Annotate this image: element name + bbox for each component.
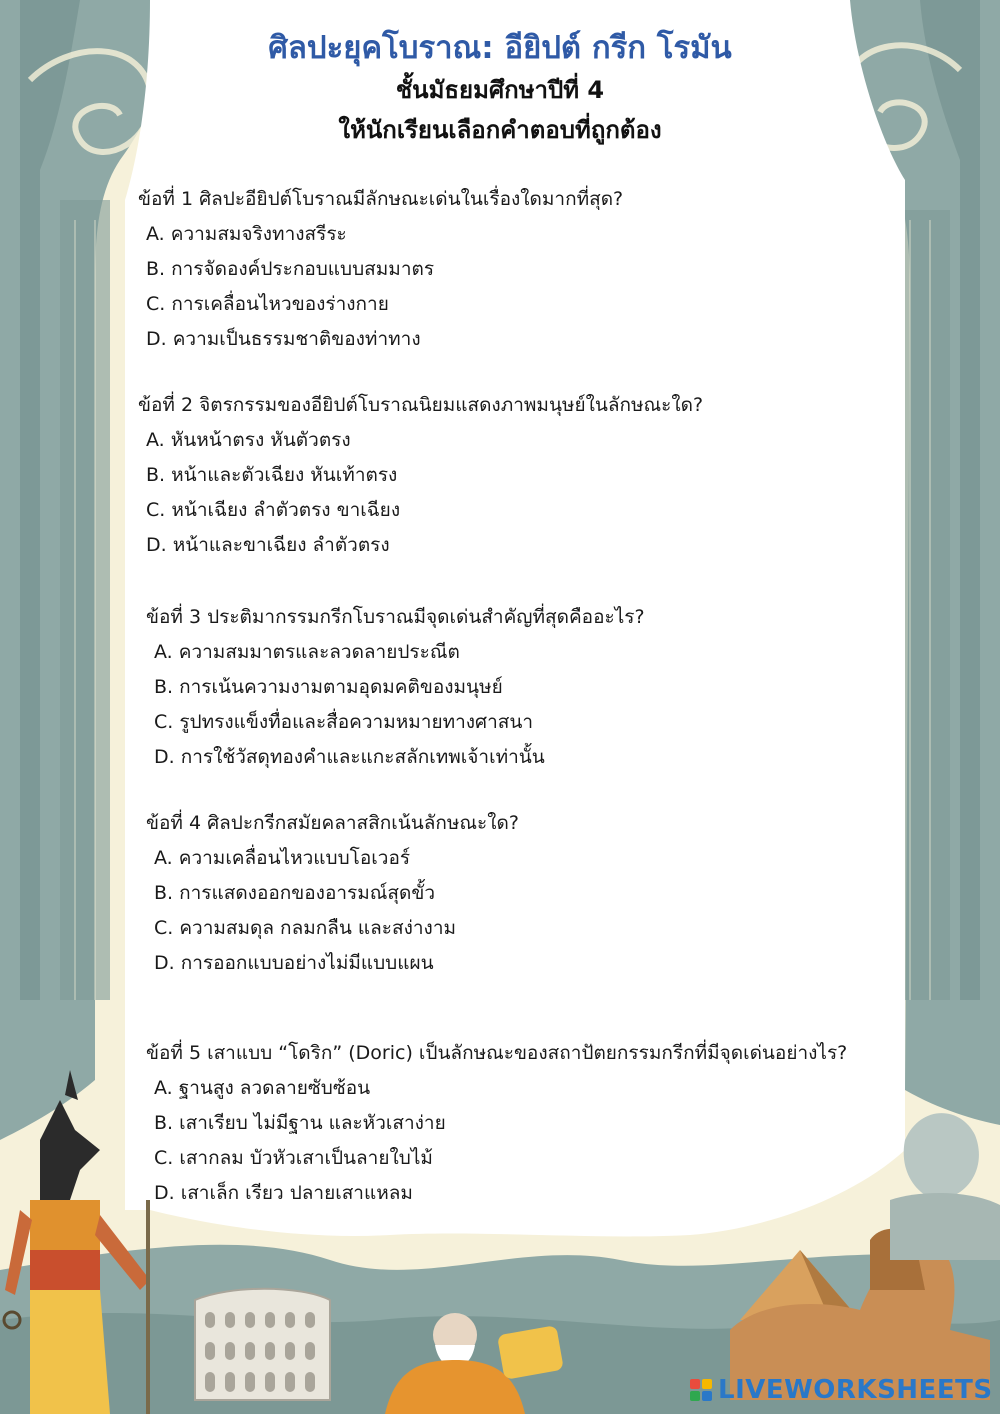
question-stem: ข้อที่ 3 ประติมากรรมกรีกโบราณมีจุดเด่นสำคัญที่สุดคืออะไร? [146, 606, 645, 628]
answer-option[interactable]: B. หน้าและตัวเฉียง หันเท้าตรง [146, 464, 398, 486]
answer-option[interactable]: C. เสากลม บัวหัวเสาเป็นลายใบไม้ [154, 1147, 433, 1169]
answer-option[interactable]: D. เสาเล็ก เรียว ปลายเสาแหลม [154, 1182, 413, 1204]
answer-option[interactable]: D. หน้าและขาเฉียง ลำตัวตรง [146, 534, 390, 556]
answer-option[interactable]: A. หันหน้าตรง หันตัวตรง [146, 429, 351, 451]
grade-level: ชั้นมัธยมศึกษาปีที่ 4 [395, 76, 605, 104]
worksheet-title: ศิลปะยุคโบราณ: อียิปต์ กรีก โรมัน [268, 30, 732, 66]
logo-square [702, 1391, 712, 1401]
answer-option[interactable]: A. ความสมจริงทางสรีระ [146, 223, 347, 245]
question-block [138, 181, 623, 357]
liveworksheets-logo-text: LIVEWORKSHEETS [718, 1375, 993, 1405]
liveworksheets-logo[interactable] [690, 1373, 993, 1407]
question-block [146, 1035, 847, 1211]
answer-option[interactable]: C. ความสมดุล กลมกลืน และสง่างาม [154, 917, 457, 939]
answer-option[interactable]: C. การเคลื่อนไหวของร่างกาย [146, 293, 389, 315]
question-stem: ข้อที่ 5 เสาแบบ “โดริก” (Doric) เป็นลักษณะของสถาปัตยกรรมกรีกที่มีจุดเด่นอย่างไร? [146, 1042, 848, 1064]
question-stem: ข้อที่ 4 ศิลปะกรีกสมัยคลาสสิกเน้นลักษณะใด? [146, 812, 519, 834]
answer-option[interactable]: A. ความสมมาตรและลวดลายประณีต [154, 641, 460, 663]
worksheet-header [130, 26, 870, 150]
answer-option[interactable]: C. รูปทรงแข็งทื่อและสื่อความหมายทางศาสนา [154, 711, 534, 733]
logo-square [690, 1391, 700, 1401]
liveworksheets-logo-icon [690, 1379, 712, 1401]
answer-option[interactable]: A. ฐานสูง ลวดลายซับซ้อน [154, 1077, 371, 1099]
logo-square [702, 1379, 712, 1389]
question-stem: ข้อที่ 2 จิตรกรรมของอียิปต์โบราณนิยมแสดงภาพมนุษย์ในลักษณะใด? [138, 394, 704, 416]
question-stem: ข้อที่ 1 ศิลปะอียิปต์โบราณมีลักษณะเด่นในเรื่องใดมากที่สุด? [138, 188, 624, 210]
answer-option[interactable]: B. การแสดงออกของอารมณ์สุดขั้ว [154, 882, 435, 904]
instruction-text: ให้นักเรียนเลือกคำตอบที่ถูกต้อง [338, 116, 662, 144]
answer-option[interactable]: B. การจัดองค์ประกอบแบบสมมาตร [146, 258, 435, 280]
answer-option[interactable]: B. การเน้นความงามตามอุดมคติของมนุษย์ [154, 676, 503, 698]
question-block [146, 805, 519, 981]
answer-option[interactable]: D. การใช้วัสดุทองคำและแกะสลักเทพเจ้าเท่านั้น [154, 746, 545, 768]
answer-option[interactable]: B. เสาเรียบ ไม่มีฐาน และหัวเสาง่าย [154, 1112, 446, 1134]
question-block [138, 387, 703, 563]
question-block [146, 599, 645, 775]
answer-option[interactable]: D. ความเป็นธรรมชาติของท่าทาง [146, 328, 421, 350]
logo-square [690, 1379, 700, 1389]
answer-option[interactable]: C. หน้าเฉียง ลำตัวตรง ขาเฉียง [146, 499, 401, 521]
answer-option[interactable]: D. การออกแบบอย่างไม่มีแบบแผน [154, 952, 434, 974]
answer-option[interactable]: A. ความเคลื่อนไหวแบบโอเวอร์ [154, 847, 411, 869]
